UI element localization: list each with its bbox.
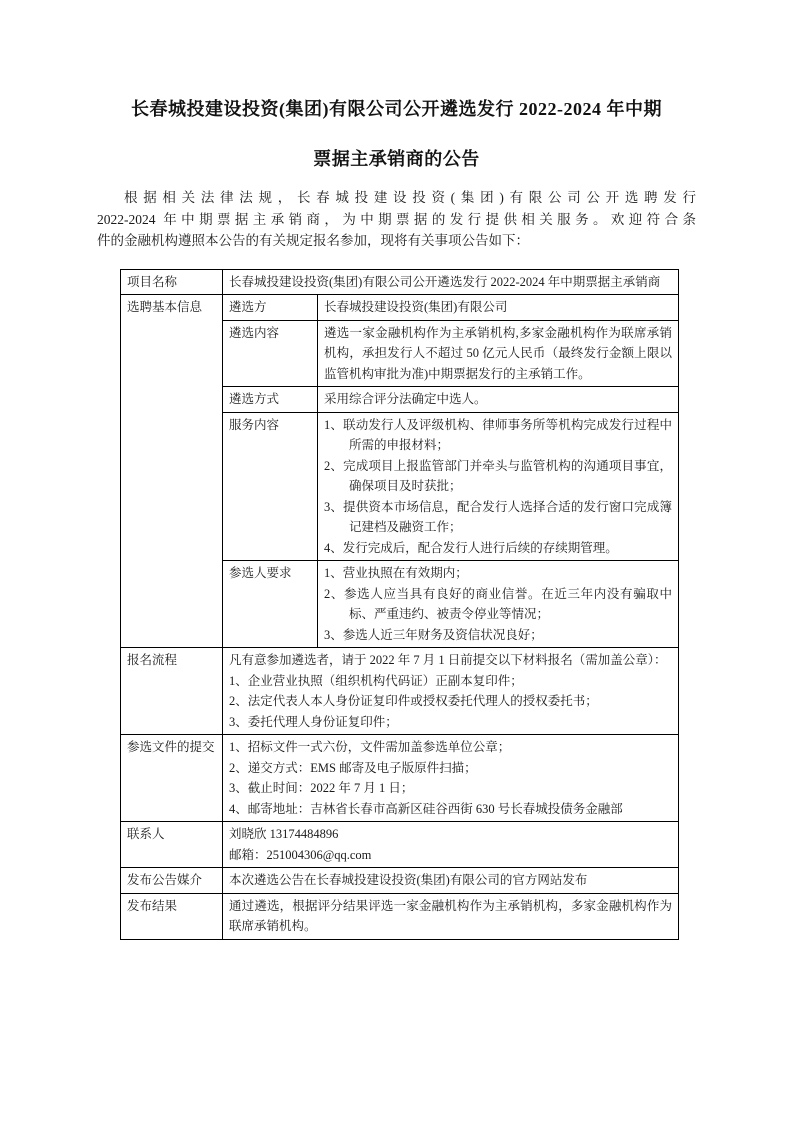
result-label: 发布结果 — [121, 893, 223, 939]
table-row-contact — [121, 822, 679, 868]
selection-method-value: 采用综合评分法确定中选人。 — [318, 387, 679, 413]
service-item: 2、完成项目上报监管部门并牵头与监管机构的沟通项目事宜，确保项目及时获批； — [324, 458, 672, 493]
project-name-label: 项目名称 — [121, 269, 223, 295]
contact-cell — [223, 822, 679, 868]
table-row-registration — [121, 648, 679, 735]
service-content-label: 服务内容 — [223, 412, 318, 561]
requirement-item: 1、营业执照在有效期内； — [324, 566, 468, 580]
intro-paragraph — [97, 187, 696, 252]
selector-value: 长春城投建设投资(集团)有限公司 — [318, 295, 679, 321]
announcement-media-value: 本次遴选公告在长春城投建设投资(集团)有限公司的官方网站发布 — [223, 868, 679, 894]
registration-label: 报名流程 — [121, 648, 223, 735]
table-row-submission — [121, 735, 679, 822]
service-content-cell — [318, 412, 679, 561]
registration-line: 3、委托代理人身份证复印件； — [229, 714, 398, 729]
submission-line: 2、递交方式：EMS 邮寄及电子版原件扫描； — [229, 760, 477, 775]
announcement-media-label: 发布公告媒介 — [121, 868, 223, 894]
table-row-project-name — [121, 269, 679, 295]
page-title-line-1: 长春城投建设投资(集团)有限公司公开遴选发行 2022-2024 年中期 — [131, 99, 662, 119]
contact-name-phone: 刘晓欣 13174484896 — [229, 827, 339, 841]
submission-line: 3、截止时间：2022 年 7 月 1 日； — [229, 781, 414, 795]
page-title-line-2: 票据主承销商的公告 — [313, 149, 480, 169]
result-value: 通过遴选，根据评分结果评选一家金融机构作为主承销机构，多家金融机构作为联席承销机构。 — [223, 893, 679, 939]
submission-line: 4、邮寄地址：吉林省长春市高新区硅谷西街 630 号长春城投债务金融部 — [229, 801, 623, 816]
announcement-table — [120, 269, 679, 940]
requirement-item: 2、参选人应当具有良好的商业信誉。在近三年内没有骗取中标、严重违约、被责令停业等情况； — [324, 586, 672, 621]
submission-cell — [223, 735, 679, 822]
selector-label: 遴选方 — [223, 295, 318, 321]
intro-line: 根据相关法律法规，长春城投建设投资(集团)有限公司公开选聘发行 — [124, 190, 696, 205]
contact-email: 邮箱：251004306@qq.com — [229, 847, 372, 862]
submission-line: 1、招标文件一式六份，文件需加盖参选单位公章； — [229, 740, 511, 754]
page-title — [70, 0, 723, 184]
registration-cell — [223, 648, 679, 735]
table-row-selector — [121, 295, 679, 321]
intro-line: 件的金融机构遵照本公告的有关规定报名参加，现将有关事项公告如下： — [97, 233, 529, 248]
intro-line: 2022-2024 年中期票据主承销商，为中期票据的发行提供相关服务。欢迎符合条 — [97, 211, 696, 227]
registration-line: 1、企业营业执照（组织机构代码证）正副本复印件； — [229, 673, 523, 688]
table-row-media — [121, 868, 679, 894]
participant-requirements-cell — [318, 561, 679, 648]
requirement-item: 3、参选人近三年财务及资信状况良好； — [324, 627, 543, 642]
registration-line: 2、法定代表人本人身份证复印件或授权委托代理人的授权委托书； — [229, 694, 598, 708]
contact-label: 联系人 — [121, 822, 223, 868]
selection-content-value: 遴选一家金融机构作为主承销机构,多家金融机构作为联席承销机构，承担发行人不超过 50 亿元人民币（最终发行金额上限以监管机构审批为准)中期票据发行的主承销工作。 — [318, 320, 679, 387]
selection-content-label: 遴选内容 — [223, 320, 318, 387]
project-name-value: 长春城投建设投资(集团)有限公司公开遴选发行 2022-2024 年中期票据主承销商 — [223, 269, 679, 295]
table-row-result — [121, 893, 679, 939]
registration-line: 凡有意参加遴选者，请于 2022 年 7 月 1 日前提交以下材料报名（需加盖公章）： — [229, 653, 667, 667]
basic-info-label: 选聘基本信息 — [121, 295, 223, 648]
service-item: 3、提供资本市场信息，配合发行人选择合适的发行窗口完成簿记建档及融资工作； — [324, 499, 672, 534]
service-item: 1、联动发行人及评级机构、律师事务所等机构完成发行过程中所需的申报材料； — [324, 417, 672, 452]
participant-requirements-label: 参选人要求 — [223, 561, 318, 648]
selection-method-label: 遴选方式 — [223, 387, 318, 413]
service-item: 4、发行完成后，配合发行人进行后续的存续期管理。 — [324, 540, 618, 555]
submission-label: 参选文件的提交 — [121, 735, 223, 822]
